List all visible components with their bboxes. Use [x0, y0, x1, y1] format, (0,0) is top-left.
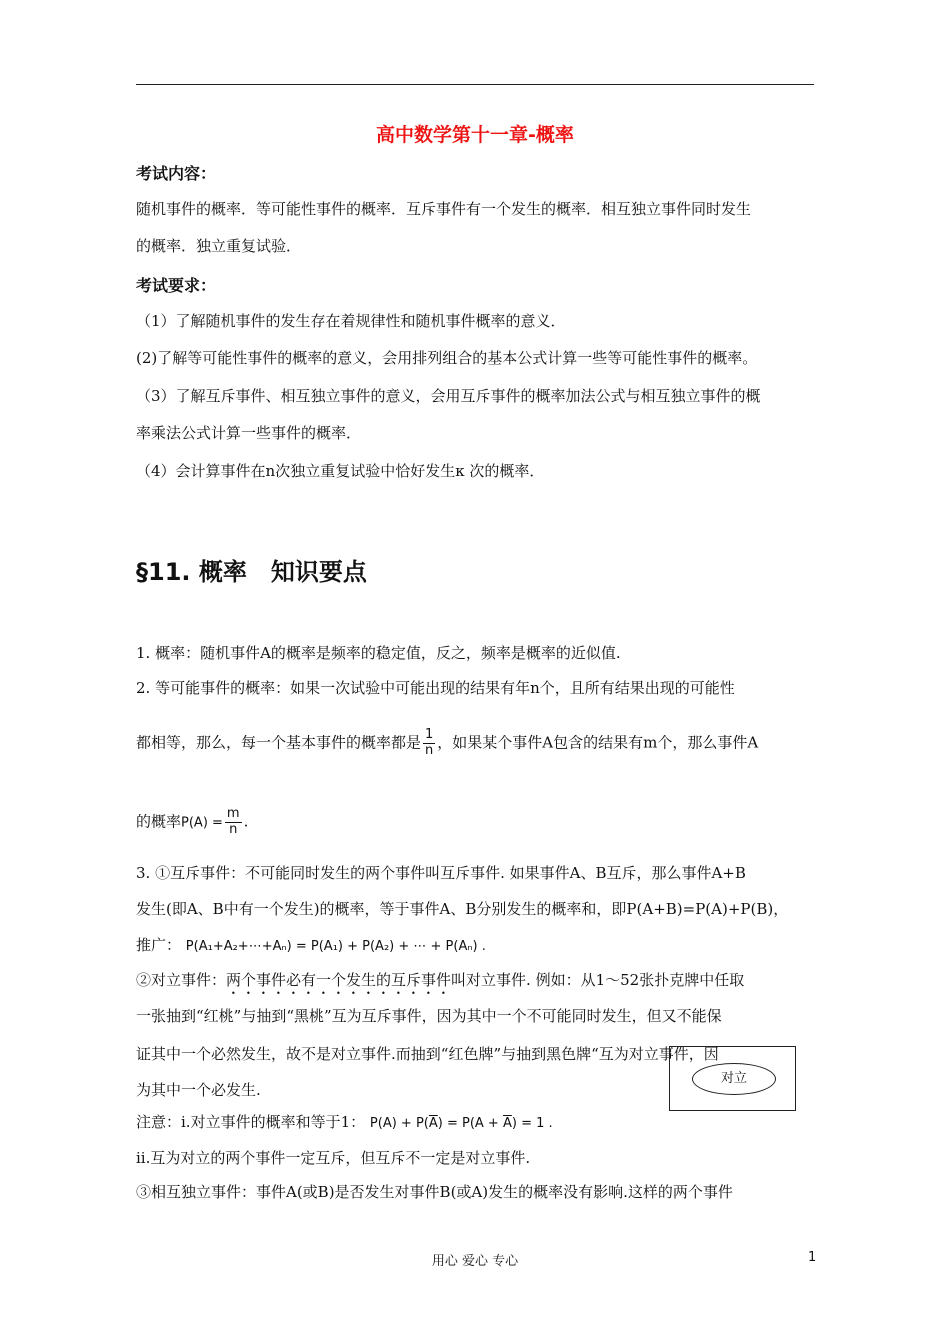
exam-content-heading: 考试内容：: [136, 164, 217, 183]
paragraph-2-line-3: [136, 807, 248, 838]
requirement-item-3-line-1: （3）了解互斥事件、相互独立事件的意义，会用互斥事件的概率加法公式与相互独立事件的概: [136, 387, 761, 405]
complementary-label: ②对立事件：: [136, 971, 227, 989]
header-rule: [136, 84, 814, 85]
paragraph-4-line-1: [136, 971, 744, 998]
requirement-item-2: (2)了解等可能性事件的概率的意义，会用排列组合的基本公式计算一些等可能性事件的概率。: [136, 349, 758, 367]
section-title: §11. 概率 知识要点: [136, 558, 367, 586]
page-title: 高中数学第十一章-概率: [376, 124, 574, 146]
paragraph-3-line-1: 3. ①互斥事件：不可能同时发生的两个事件叫互斥事件. 如果事件A、B互斥，那么事件A+B: [136, 864, 746, 882]
generalization-label: 推广：: [136, 936, 182, 954]
paragraph-2-line-2: [136, 728, 758, 759]
fraction-denominator: n: [229, 821, 238, 837]
paragraph-3-line-3: [136, 938, 486, 953]
paragraph-2-line-3-pre: 的概率: [136, 812, 182, 831]
paragraph-2-line-3-post: .: [243, 812, 249, 831]
note-label: 注意：i.对立事件的概率和等于1：: [136, 1113, 366, 1131]
page-number: 1: [808, 1250, 817, 1265]
complement-formula: $P(A) + P(\overline{A}) = P(A + \overline{A}) = 1$ .: [369, 1116, 553, 1131]
fraction-numerator: m: [226, 806, 240, 821]
note-line-1: [136, 1115, 553, 1130]
fraction-denominator: n: [425, 742, 434, 758]
annotation-oval: 对立: [692, 1063, 776, 1095]
paragraph-4-line-3: 证其中一个必然发生，故不是对立事件.而抽到“红色牌”与抽到黑色牌“互为对立事件，因: [136, 1045, 719, 1063]
paragraph-1: 1. 概率：随机事件A的概率是频率的稳定值，反之，频率是概率的近似值.: [136, 644, 621, 662]
probability-lhs: P(A) =: [181, 815, 223, 831]
exam-content-line-2: 的概率．独立重复试验．: [136, 237, 302, 255]
paragraph-3-line-2: 发生(即A、B中有一个发生)的概率，等于事件A、B分别发生的概率和，即P(A+B)=P(A)+P(B)，: [136, 900, 789, 918]
requirement-item-4: （4）会计算事件在n次独立重复试验中恰好发生κ 次的概率．: [136, 462, 545, 480]
paragraph-2-line-1: 2. 等可能事件的概率：如果一次试验中可能出现的结果有年n个，且所有结果出现的可能性: [136, 679, 735, 697]
paragraph-2-line-2-post: ，如果某个事件A包含的结果有m个，那么事件A: [437, 733, 759, 752]
paragraph-4-line-2: 一张抽到“红桃”与抽到“黑桃”互为互斥事件，因为其中一个不可能同时发生，但又不能保: [136, 1007, 722, 1025]
complementary-definition: 两个事件必有一个发生的互斥事件: [226, 971, 452, 989]
paragraph-5-line-1: ③相互独立事件：事件A(或B)是否发生对事件B(或A)发生的概率没有影响.这样的两个事件: [136, 1183, 733, 1201]
requirement-item-3-line-2: 率乘法公式计算一些事件的概率．: [136, 424, 362, 442]
exam-requirements-heading: 考试要求：: [136, 276, 217, 295]
fraction-one-over-n: [423, 728, 435, 759]
exam-content-line-1: 随机事件的概率．等可能性事件的概率．互斥事件有一个发生的概率．相互独立事件同时发生: [136, 200, 752, 218]
paragraph-4-line-4: 为其中一个必发生.: [136, 1081, 261, 1099]
page-footer: 用心 爱心 专心: [431, 1254, 519, 1269]
addition-formula: P(A₁+A₂+⋯+Aₙ) = P(A₁) + P(A₂) + ⋯ + P(Aₙ) .: [185, 939, 486, 954]
paragraph-2-line-2-pre: 都相等，那么，每一个基本事件的概率都是: [136, 733, 422, 752]
paragraph-4-line-1-post: 叫对立事件. 例如：从1～52张扑克牌中任取: [451, 971, 745, 989]
note-line-2: ii.互为对立的两个事件一定互斥，但互斥不一定是对立事件.: [136, 1149, 531, 1167]
requirement-item-1: （1）了解随机事件的发生存在着规律性和随机事件概率的意义．: [136, 312, 566, 330]
fraction-numerator: 1: [425, 727, 434, 742]
fraction-m-over-n: [225, 807, 242, 838]
